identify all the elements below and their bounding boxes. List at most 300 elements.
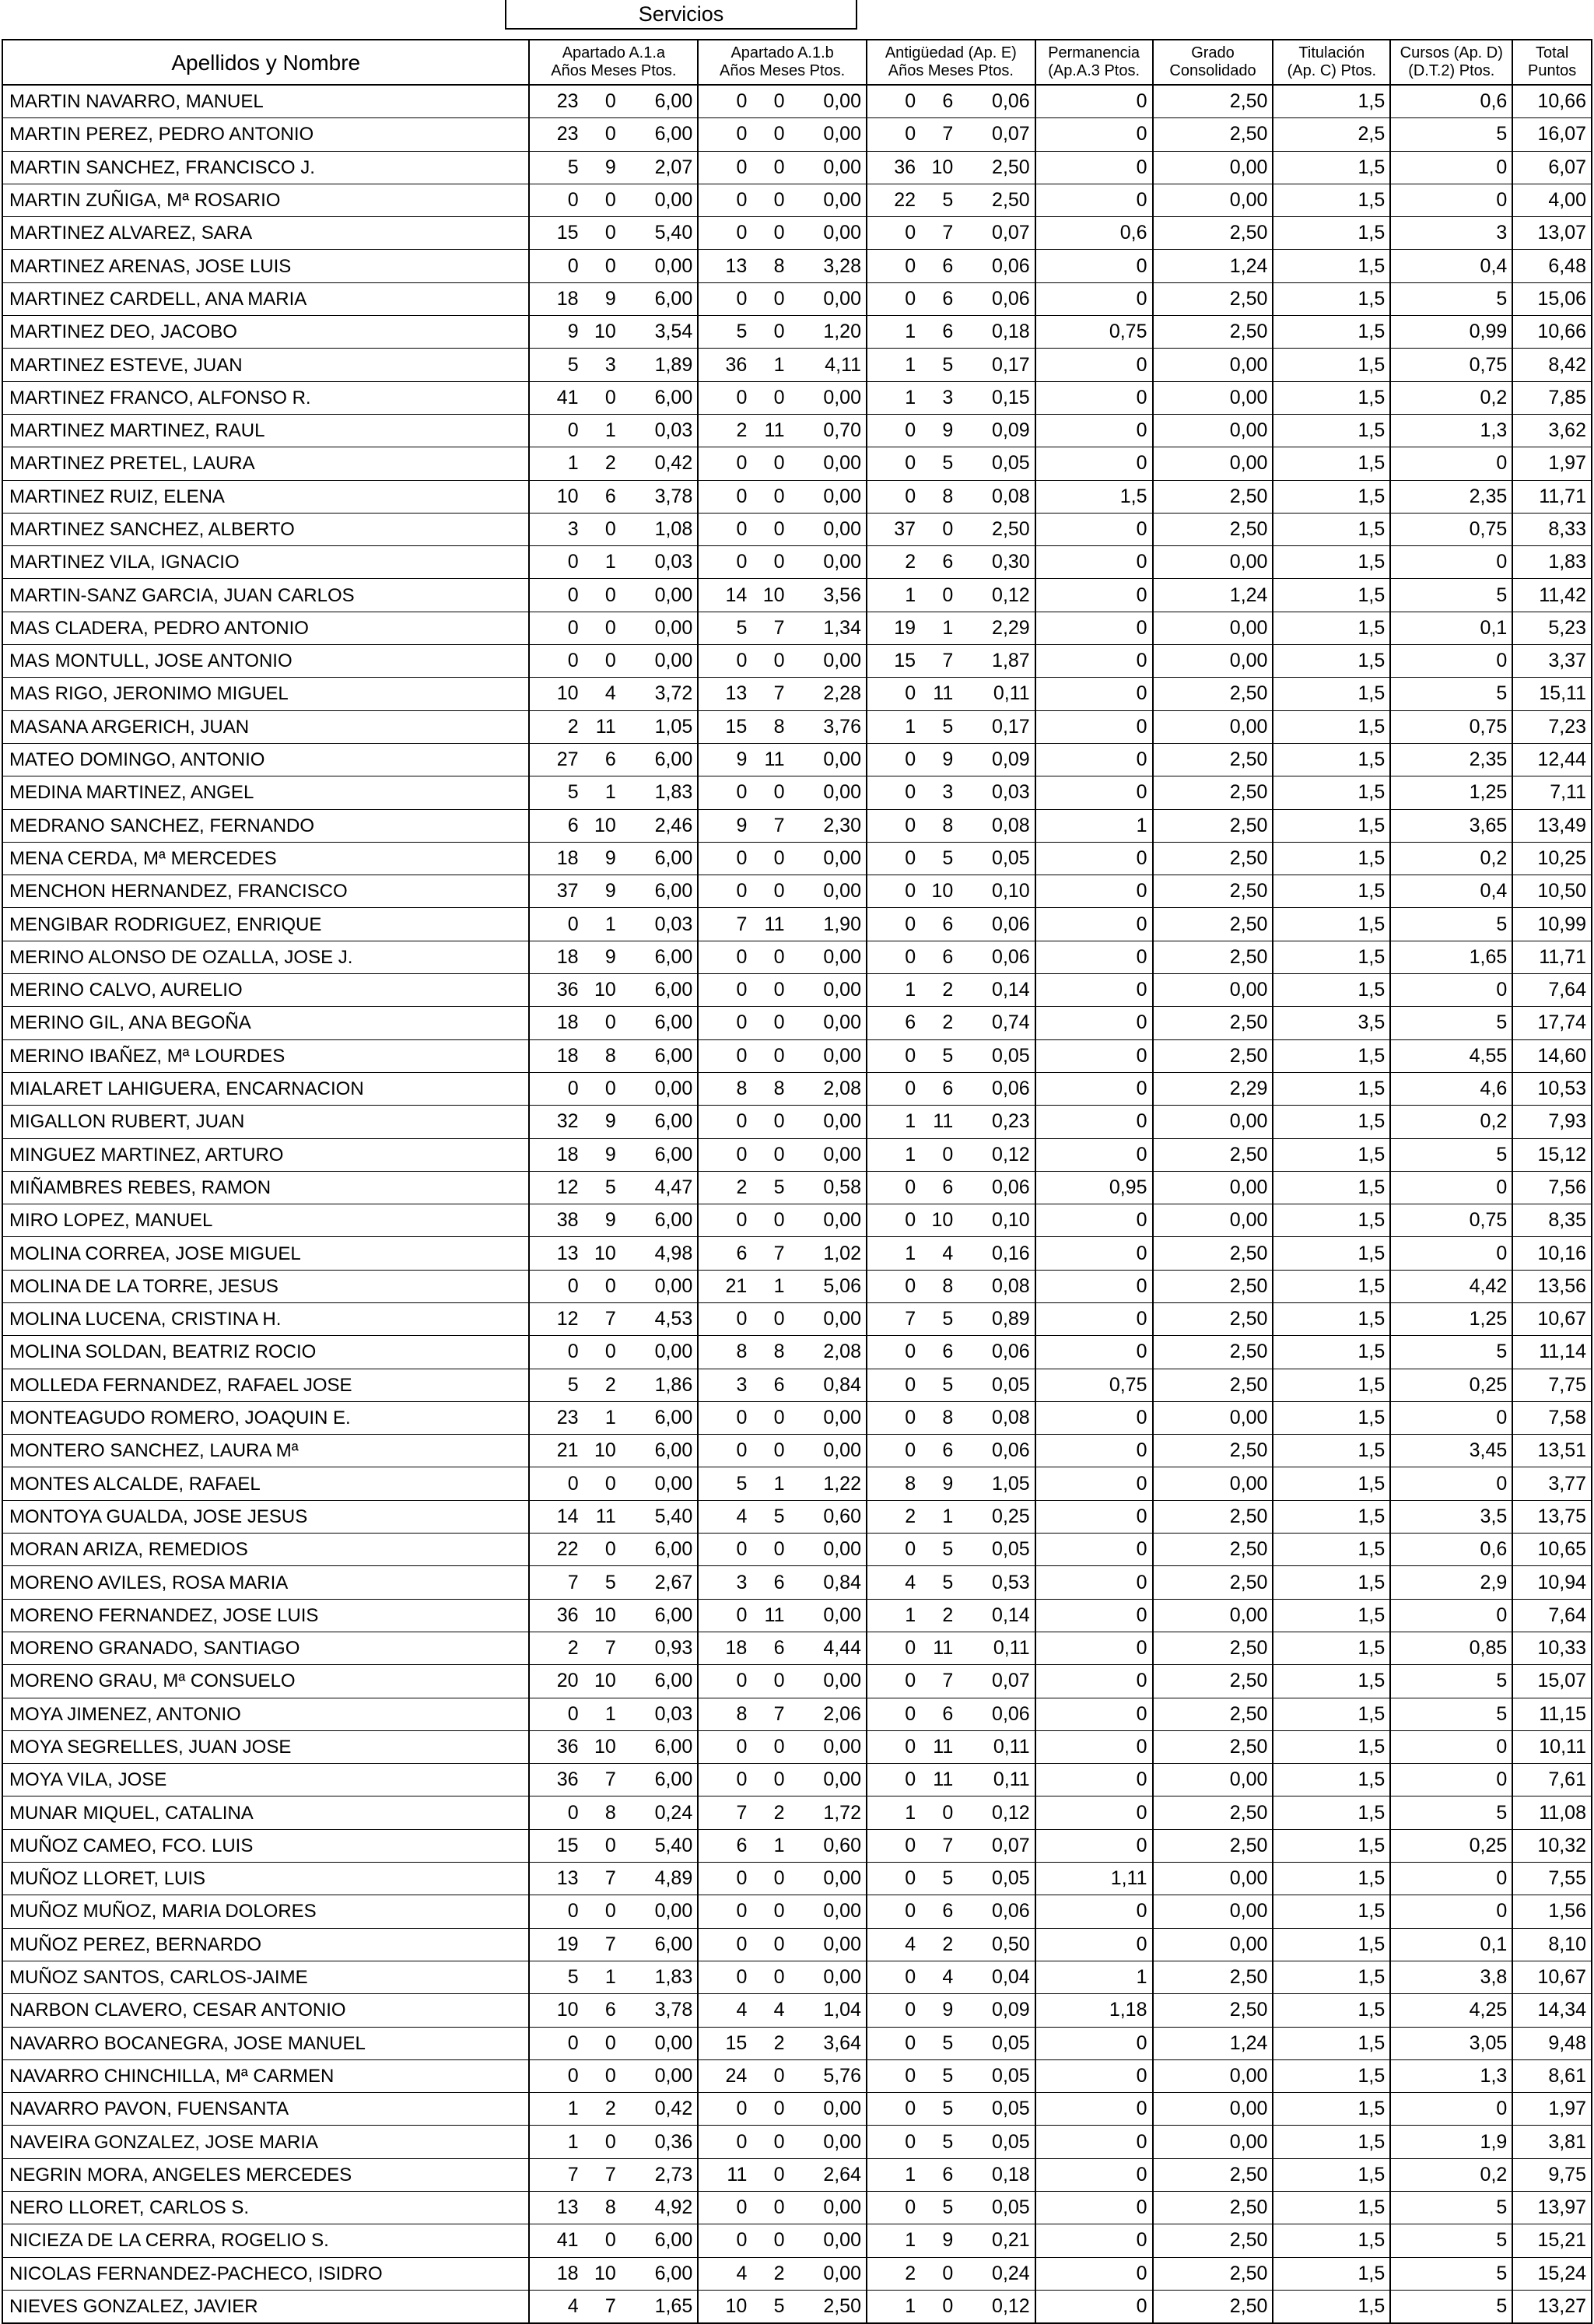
titulacion-points: 1,5	[1273, 381, 1390, 414]
a1a-years: 14	[529, 1500, 583, 1533]
cursos-points: 0,75	[1390, 1204, 1512, 1237]
total-points: 10,67	[1512, 1961, 1592, 1993]
a1b-points: 0,00	[790, 1435, 867, 1467]
cursos-points: 4,6	[1390, 1072, 1512, 1105]
grado-consolidado: 0,00	[1153, 974, 1273, 1007]
antiguedad-months: 9	[942, 748, 954, 771]
a1a-years: 0	[529, 1796, 583, 1829]
a1a-months: 0	[604, 518, 616, 540]
permanencia-points: 0	[1035, 2158, 1153, 2191]
a1a-points: 6,00	[621, 2257, 698, 2290]
antiguedad-months: 7	[942, 1834, 954, 1856]
a1a-months: 9	[604, 1110, 616, 1133]
total-points: 10,25	[1512, 842, 1592, 875]
a1a-months: 1	[604, 1407, 616, 1429]
a1b-years: 0	[698, 2224, 751, 2257]
titulacion-points: 1,5	[1273, 1665, 1390, 1698]
permanencia-points: 0	[1035, 1435, 1153, 1467]
permanencia-points: 0	[1035, 85, 1153, 118]
a1b-points: 0,00	[790, 941, 867, 973]
a1a-points: 0,00	[621, 2059, 698, 2092]
a1b-points: 0,00	[790, 776, 867, 809]
person-name: MARTINEZ VILA, IGNACIO	[2, 546, 529, 579]
a1a-points: 0,03	[621, 1698, 698, 1730]
a1a-points: 6,00	[621, 85, 698, 118]
titulacion-points: 1,5	[1273, 1863, 1390, 1895]
a1a-years: 18	[529, 1039, 583, 1072]
table-row	[2, 776, 1592, 809]
table-row	[2, 612, 1592, 644]
cursos-points: 5	[1390, 908, 1512, 941]
titulacion-points: 1,5	[1273, 316, 1390, 349]
a1b-months: 5	[751, 2290, 789, 2323]
person-name: MUNAR MIQUEL, CATALINA	[2, 1796, 529, 1829]
header-permanencia: Permanencia (Ap.A.3 Ptos.	[1035, 40, 1153, 85]
cursos-points: 0,2	[1390, 2158, 1512, 2191]
cursos-points: 0	[1390, 1467, 1512, 1500]
a1b-months: 1	[773, 353, 785, 376]
total-points: 3,81	[1512, 2126, 1592, 2158]
a1b-years: 0	[698, 941, 751, 973]
table-row	[2, 809, 1592, 842]
cursos-points: 0	[1390, 1895, 1512, 1928]
a1b-points: 2,64	[790, 2158, 867, 2191]
a1b-years: 0	[698, 1138, 751, 1171]
titulacion-points: 2,5	[1273, 118, 1390, 151]
total-points: 3,37	[1512, 645, 1592, 678]
a1b-years: 6	[698, 1237, 751, 1270]
titulacion-points: 1,5	[1273, 282, 1390, 315]
a1a-points: 0,03	[621, 414, 698, 447]
person-name: MUÑOZ SANTOS, CARLOS-JAIME	[2, 1961, 529, 1993]
a1a-months: 0	[604, 2064, 616, 2087]
antiguedad-months: 2	[942, 1604, 954, 1626]
antiguedad-months: 5	[942, 353, 954, 376]
a1a-years: 32	[529, 1106, 583, 1138]
titulacion-points: 1,5	[1273, 447, 1390, 480]
person-name: MORAN ARIZA, REMEDIOS	[2, 1534, 529, 1566]
antiguedad-years: 0	[867, 1764, 920, 1796]
table-row	[2, 2224, 1592, 2257]
person-name: MONTES ALCALDE, RAFAEL	[2, 1467, 529, 1500]
total-points: 11,15	[1512, 1698, 1592, 1730]
titulacion-points: 1,5	[1273, 546, 1390, 579]
table-row	[2, 1566, 1592, 1599]
antiguedad-months: 6	[942, 1702, 954, 1725]
cursos-points: 5	[1390, 579, 1512, 612]
table-row	[2, 1369, 1592, 1401]
permanencia-points: 0	[1035, 710, 1153, 743]
cursos-points: 3,65	[1390, 809, 1512, 842]
cursos-points: 5	[1390, 1698, 1512, 1730]
a1a-months: 6	[604, 748, 616, 771]
titulacion-points: 1,5	[1273, 513, 1390, 545]
a1a-months: 9	[604, 847, 616, 869]
a1b-years: 0	[698, 381, 751, 414]
cursos-points: 0	[1390, 1764, 1512, 1796]
antiguedad-years: 4	[867, 1566, 920, 1599]
a1b-years: 0	[698, 1730, 751, 1763]
person-name: MARTINEZ DEO, JACOBO	[2, 316, 529, 349]
person-name: MARTIN-SANZ GARCIA, JUAN CARLOS	[2, 579, 529, 612]
a1b-points: 0,00	[790, 151, 867, 184]
a1a-months: 8	[604, 2196, 616, 2219]
antiguedad-points: 0,24	[958, 2257, 1035, 2290]
a1a-years: 0	[529, 414, 583, 447]
antiguedad-points: 0,05	[958, 1039, 1035, 1072]
antiguedad-months: 5	[942, 1373, 954, 1396]
antiguedad-months: 5	[942, 715, 954, 738]
a1a-points: 3,78	[621, 1994, 698, 2027]
a1b-months: 0	[773, 880, 785, 903]
permanencia-points: 0	[1035, 282, 1153, 315]
antiguedad-years: 1	[867, 381, 920, 414]
a1b-months: 6	[773, 1637, 785, 1660]
total-points: 10,67	[1512, 1302, 1592, 1335]
total-points: 10,50	[1512, 875, 1592, 908]
permanencia-points: 0	[1035, 776, 1153, 809]
table-row	[2, 1730, 1592, 1763]
cursos-points: 0	[1390, 645, 1512, 678]
titulacion-points: 1,5	[1273, 612, 1390, 644]
permanencia-points: 0,75	[1035, 1369, 1153, 1401]
cursos-points: 0,1	[1390, 612, 1512, 644]
titulacion-points: 1,5	[1273, 1302, 1390, 1335]
a1b-points: 0,00	[790, 1534, 867, 1566]
a1a-months: 0	[604, 189, 616, 212]
antiguedad-points: 0,12	[958, 2290, 1035, 2323]
a1b-points: 1,34	[790, 612, 867, 644]
antiguedad-points: 0,14	[958, 974, 1035, 1007]
table-row	[2, 645, 1592, 678]
permanencia-points: 0	[1035, 908, 1153, 941]
a1a-years: 3	[529, 513, 583, 545]
cursos-points: 5	[1390, 1796, 1512, 1829]
total-points: 3,77	[1512, 1467, 1592, 1500]
cursos-points: 0,75	[1390, 349, 1512, 381]
table-row	[2, 282, 1592, 315]
a1b-years: 0	[698, 2093, 751, 2126]
grado-consolidado: 0,00	[1153, 612, 1273, 644]
grado-consolidado: 2,50	[1153, 1665, 1273, 1698]
antiguedad-years: 8	[867, 1467, 920, 1500]
a1b-years: 2	[698, 1171, 751, 1204]
antiguedad-months: 7	[942, 123, 954, 145]
a1b-points: 5,06	[790, 1270, 867, 1302]
person-name: MOYA VILA, JOSE	[2, 1764, 529, 1796]
a1b-years: 9	[698, 743, 751, 776]
grado-consolidado: 2,50	[1153, 1336, 1273, 1369]
total-points: 7,23	[1512, 710, 1592, 743]
grado-consolidado: 2,29	[1153, 1072, 1273, 1105]
a1a-years: 41	[529, 2224, 583, 2257]
antiguedad-months: 5	[942, 2130, 954, 2153]
a1b-years: 8	[698, 1698, 751, 1730]
grado-consolidado: 2,50	[1153, 1138, 1273, 1171]
titulacion-points: 1,5	[1273, 1599, 1390, 1632]
grado-consolidado: 2,50	[1153, 1270, 1273, 1302]
permanencia-points: 0	[1035, 743, 1153, 776]
table-row	[2, 1599, 1592, 1632]
person-name: NAVARRO CHINCHILLA, Mª CARMEN	[2, 2059, 529, 2092]
a1b-points: 0,00	[790, 875, 867, 908]
person-name: MORENO GRANADO, SANTIAGO	[2, 1632, 529, 1664]
a1a-years: 0	[529, 1895, 583, 1928]
header-name: Apellidos y Nombre	[2, 40, 529, 85]
a1b-points: 0,00	[790, 842, 867, 875]
permanencia-points: 0	[1035, 184, 1153, 216]
a1a-months: 10	[594, 1242, 616, 1264]
a1a-years: 10	[529, 678, 583, 710]
a1a-points: 6,00	[621, 1665, 698, 1698]
a1b-months: 0	[773, 1439, 785, 1462]
a1a-years: 36	[529, 974, 583, 1007]
antiguedad-months: 10	[931, 1209, 954, 1232]
a1a-points: 6,00	[621, 118, 698, 151]
a1a-points: 0,00	[621, 1467, 698, 1500]
antiguedad-months: 5	[942, 2031, 954, 2054]
a1b-years: 0	[698, 1895, 751, 1928]
antiguedad-months: 6	[942, 913, 954, 935]
a1b-years: 21	[698, 1270, 751, 1302]
antiguedad-years: 1	[867, 1106, 920, 1138]
person-name: MASANA ARGERICH, JUAN	[2, 710, 529, 743]
a1a-months: 0	[604, 1011, 616, 1034]
a1b-points: 2,08	[790, 1072, 867, 1105]
antiguedad-years: 4	[867, 1928, 920, 1961]
cursos-points: 0,6	[1390, 1534, 1512, 1566]
a1b-months: 0	[773, 189, 785, 212]
grado-consolidado: 1,24	[1153, 250, 1273, 282]
table-row	[2, 513, 1592, 545]
a1a-points: 5,40	[621, 1829, 698, 1862]
antiguedad-points: 0,18	[958, 316, 1035, 349]
grado-consolidado: 0,00	[1153, 1204, 1273, 1237]
a1b-years: 36	[698, 349, 751, 381]
a1a-months: 0	[604, 222, 616, 244]
grado-consolidado: 2,50	[1153, 480, 1273, 513]
antiguedad-years: 0	[867, 1369, 920, 1401]
antiguedad-months: 5	[942, 1867, 954, 1890]
a1a-months: 10	[594, 814, 616, 836]
antiguedad-months: 6	[942, 287, 954, 310]
person-name: NICIEZA DE LA CERRA, ROGELIO S.	[2, 2224, 529, 2257]
a1a-months: 0	[604, 584, 616, 606]
antiguedad-months: 5	[942, 189, 954, 212]
antiguedad-months: 2	[942, 979, 954, 1001]
titulacion-points: 1,5	[1273, 1730, 1390, 1763]
a1a-months: 0	[604, 2229, 616, 2252]
permanencia-points: 0	[1035, 118, 1153, 151]
table-row	[2, 1039, 1592, 1072]
a1b-months: 7	[773, 682, 785, 705]
a1a-months: 7	[604, 1308, 616, 1330]
a1b-months: 1	[773, 1274, 785, 1297]
a1a-months: 7	[583, 2290, 621, 2323]
a1b-points: 0,84	[790, 1369, 867, 1401]
antiguedad-years: 0	[867, 1534, 920, 1566]
permanencia-points: 0	[1035, 1039, 1153, 1072]
a1a-points: 6,00	[621, 974, 698, 1007]
antiguedad-months: 6	[942, 945, 954, 968]
a1b-months: 11	[764, 1604, 785, 1626]
grado-consolidado: 0,00	[1153, 1928, 1273, 1961]
antiguedad-points: 0,06	[958, 941, 1035, 973]
a1b-years: 4	[698, 1994, 751, 2027]
titulacion-points: 1,5	[1273, 2290, 1390, 2323]
total-points: 13,97	[1512, 2192, 1592, 2224]
a1b-points: 0,00	[790, 645, 867, 678]
a1b-points: 4,11	[790, 349, 867, 381]
permanencia-points: 1,5	[1035, 480, 1153, 513]
person-name: NAVARRO PAVON, FUENSANTA	[2, 2093, 529, 2126]
person-name: MAS CLADERA, PEDRO ANTONIO	[2, 612, 529, 644]
table-row	[2, 184, 1592, 216]
a1a-points: 5,40	[621, 217, 698, 250]
a1a-months: 1	[604, 551, 616, 573]
cursos-points: 3,5	[1390, 1500, 1512, 1533]
cursos-points: 0,85	[1390, 1632, 1512, 1664]
a1a-points: 6,00	[621, 1007, 698, 1039]
cursos-points: 0	[1390, 546, 1512, 579]
antiguedad-points: 0,07	[958, 1829, 1035, 1862]
a1b-years: 0	[698, 842, 751, 875]
permanencia-points: 1,18	[1035, 1994, 1153, 2027]
person-name: MARTIN ZUÑIGA, Mª ROSARIO	[2, 184, 529, 216]
a1a-months: 0	[604, 1834, 616, 1856]
table-row	[2, 316, 1592, 349]
antiguedad-points: 1,87	[958, 645, 1035, 678]
permanencia-points: 0	[1035, 1928, 1153, 1961]
a1b-months: 0	[773, 518, 785, 540]
antiguedad-points: 0,05	[958, 2126, 1035, 2158]
antiguedad-points: 0,06	[958, 1171, 1035, 1204]
a1b-years: 0	[698, 1764, 751, 1796]
a1b-months: 11	[764, 748, 785, 771]
antiguedad-years: 0	[867, 743, 920, 776]
a1a-years: 23	[529, 85, 583, 118]
total-points: 12,44	[1512, 743, 1592, 776]
total-points: 8,61	[1512, 2059, 1592, 2092]
table-row	[2, 2158, 1592, 2191]
person-name: MORENO AVILES, ROSA MARIA	[2, 1566, 529, 1599]
titulacion-points: 1,5	[1273, 842, 1390, 875]
total-points: 15,06	[1512, 282, 1592, 315]
a1b-points: 0,00	[790, 282, 867, 315]
grado-consolidado: 0,00	[1153, 151, 1273, 184]
a1a-points: 6,00	[621, 1534, 698, 1566]
a1b-months: 0	[773, 2064, 785, 2087]
grado-consolidado: 2,50	[1153, 1534, 1273, 1566]
permanencia-points: 0	[1035, 1829, 1153, 1862]
antiguedad-years: 0	[867, 1401, 920, 1434]
antiguedad-months: 1	[942, 1505, 954, 1527]
total-points: 14,34	[1512, 1994, 1592, 2027]
total-points: 11,42	[1512, 579, 1592, 612]
a1b-months: 0	[773, 551, 785, 573]
a1a-points: 0,00	[621, 1270, 698, 1302]
titulacion-points: 1,5	[1273, 1994, 1390, 2027]
grado-consolidado: 2,50	[1153, 776, 1273, 809]
titulacion-points: 1,5	[1273, 1106, 1390, 1138]
a1a-years: 13	[529, 1863, 583, 1895]
person-name: MOYA JIMENEZ, ANTONIO	[2, 1698, 529, 1730]
a1a-points: 0,00	[621, 2027, 698, 2059]
cursos-points: 0	[1390, 1599, 1512, 1632]
cursos-points: 5	[1390, 2290, 1512, 2323]
a1b-years: 2	[698, 414, 751, 447]
total-points: 7,85	[1512, 381, 1592, 414]
antiguedad-months: 8	[942, 485, 954, 507]
antiguedad-points: 0,05	[958, 2093, 1035, 2126]
a1a-points: 3,72	[621, 678, 698, 710]
antiguedad-points: 2,50	[958, 184, 1035, 216]
antiguedad-years: 0	[867, 1895, 920, 1928]
antiguedad-years: 0	[867, 2192, 920, 2224]
a1b-points: 0,00	[790, 1928, 867, 1961]
permanencia-points: 0	[1035, 447, 1153, 480]
person-name: NIEVES GONZALEZ, JAVIER	[2, 2290, 529, 2323]
a1b-months: 6	[773, 1373, 785, 1396]
antiguedad-points: 0,14	[958, 1599, 1035, 1632]
titulacion-points: 1,5	[1273, 184, 1390, 216]
grado-consolidado: 0,00	[1153, 1467, 1273, 1500]
header-total-puntos: Total Puntos	[1512, 40, 1592, 85]
a1b-points: 0,00	[790, 974, 867, 1007]
antiguedad-points: 0,06	[958, 1336, 1035, 1369]
antiguedad-years: 1	[867, 1599, 920, 1632]
total-points: 3,62	[1512, 414, 1592, 447]
person-name: MIÑAMBRES REBES, RAMON	[2, 1171, 529, 1204]
a1a-points: 5,40	[621, 1500, 698, 1533]
permanencia-points: 0	[1035, 1566, 1153, 1599]
table-row	[2, 2290, 1592, 2323]
person-name: NAVARRO BOCANEGRA, JOSE MANUEL	[2, 2027, 529, 2059]
total-points: 6,07	[1512, 151, 1592, 184]
antiguedad-points: 0,09	[958, 743, 1035, 776]
antiguedad-points: 0,08	[958, 809, 1035, 842]
antiguedad-years: 0	[867, 1270, 920, 1302]
cursos-points: 0,4	[1390, 875, 1512, 908]
a1b-points: 0,00	[790, 1895, 867, 1928]
permanencia-points: 0	[1035, 1796, 1153, 1829]
a1a-points: 0,93	[621, 1632, 698, 1664]
antiguedad-years: 0	[867, 1171, 920, 1204]
a1b-years: 0	[698, 513, 751, 545]
header-grado-consolidado: Grado Consolidado	[1153, 40, 1273, 85]
grado-consolidado: 0,00	[1153, 1895, 1273, 1928]
a1a-points: 1,05	[621, 710, 698, 743]
a1b-months: 1	[773, 1834, 785, 1856]
a1a-years: 0	[529, 2027, 583, 2059]
total-points: 15,21	[1512, 2224, 1592, 2257]
total-points: 4,00	[1512, 184, 1592, 216]
table-body	[2, 85, 1592, 2323]
total-points: 15,11	[1512, 678, 1592, 710]
a1b-years: 0	[698, 184, 751, 216]
a1b-months: 7	[773, 814, 785, 836]
a1b-points: 0,00	[790, 2126, 867, 2158]
a1a-years: 0	[529, 1698, 583, 1730]
a1b-months: 4	[773, 1999, 785, 2021]
grado-consolidado: 2,50	[1153, 1829, 1273, 1862]
a1a-points: 2,07	[621, 151, 698, 184]
table-row	[2, 1106, 1592, 1138]
antiguedad-points: 0,05	[958, 1534, 1035, 1566]
titulacion-points: 1,5	[1273, 1171, 1390, 1204]
titulacion-points: 1,5	[1273, 1138, 1390, 1171]
a1a-points: 2,73	[621, 2158, 698, 2191]
